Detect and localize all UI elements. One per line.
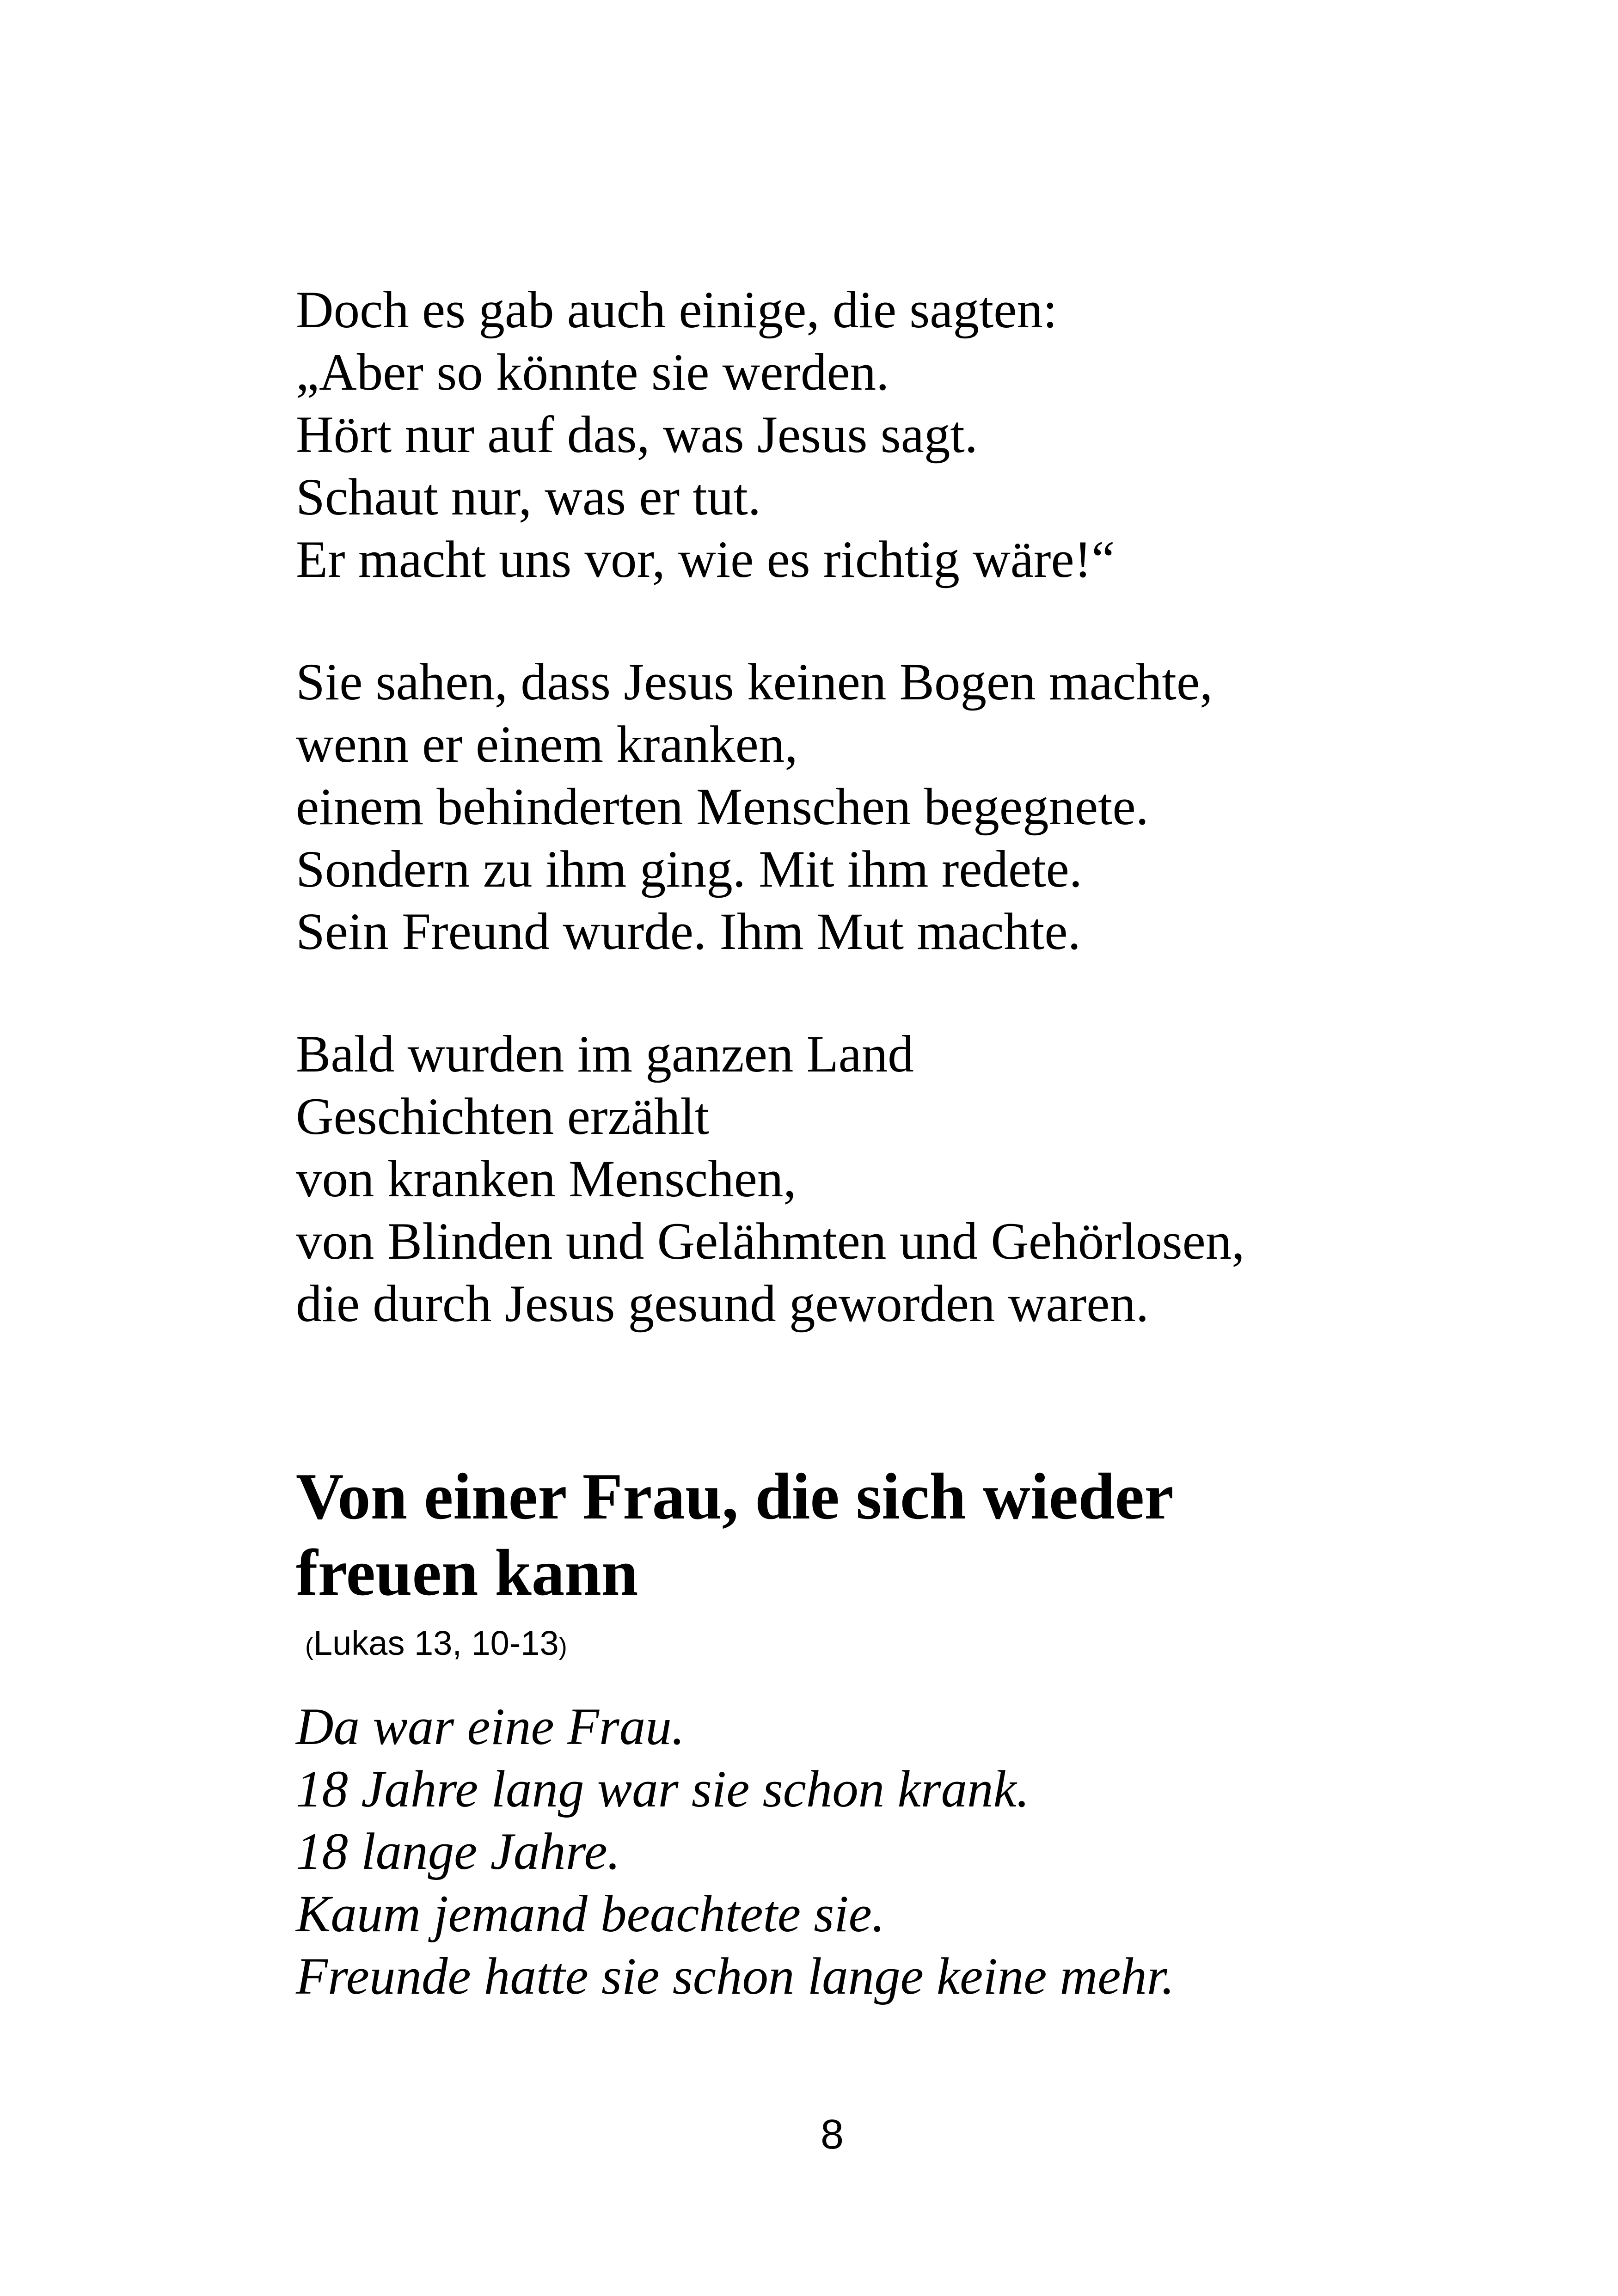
text-line: einem behinderten Menschen begegnete. — [296, 778, 1149, 836]
text-line: Geschichten erzählt — [296, 1088, 710, 1145]
text-line: Doch es gab auch einige, die sagten: — [296, 281, 1058, 339]
text-line: 18 lange Jahre. — [296, 1823, 620, 1880]
text-line: von kranken Menschen, — [296, 1150, 797, 1208]
text-line: „Aber so könnte sie werden. — [296, 343, 889, 401]
stanza-woman-intro — [296, 1696, 1175, 2008]
text-line: Kaum jemand beachtete sie. — [296, 1885, 885, 1943]
reference-close-paren: ) — [558, 1633, 567, 1660]
stanza-jesus-meets — [296, 651, 1213, 963]
heading-line: Von einer Frau, die sich wieder — [296, 1460, 1174, 1533]
reference-open-paren: ( — [305, 1633, 313, 1660]
section-heading — [296, 1458, 1174, 1611]
text-line: Sondern zu ihm ging. Mit ihm redete. — [296, 840, 1083, 898]
bible-reference — [305, 1623, 567, 1667]
heading-line: freuen kann — [296, 1536, 638, 1609]
text-line: 18 Jahre lang war sie schon krank. — [296, 1760, 1030, 1818]
page-number: 8 — [820, 2112, 844, 2158]
text-line: Sie sahen, dass Jesus keinen Bogen machte, — [296, 653, 1213, 711]
text-line: die durch Jesus gesund geworden waren. — [296, 1275, 1149, 1333]
text-line: Schaut nur, was er tut. — [296, 468, 761, 526]
stanza-stories — [296, 1023, 1244, 1335]
reference-text: Lukas 13, 10-13 — [313, 1624, 559, 1662]
text-line: Hört nur auf das, was Jesus sagt. — [296, 406, 978, 464]
text-line: Bald wurden im ganzen Land — [296, 1025, 914, 1083]
text-line: Er macht uns vor, wie es richtig wäre!“ — [296, 531, 1115, 588]
text-line: wenn er einem kranken, — [296, 716, 798, 773]
text-line: Sein Freund wurde. Ihm Mut machte. — [296, 903, 1081, 961]
text-line: Da war eine Frau. — [296, 1698, 685, 1756]
stanza-opening — [296, 279, 1115, 591]
text-line: von Blinden und Gelähmten und Gehörlosen, — [296, 1212, 1245, 1270]
text-line: Freunde hatte sie schon lange keine mehr. — [296, 1947, 1175, 2005]
